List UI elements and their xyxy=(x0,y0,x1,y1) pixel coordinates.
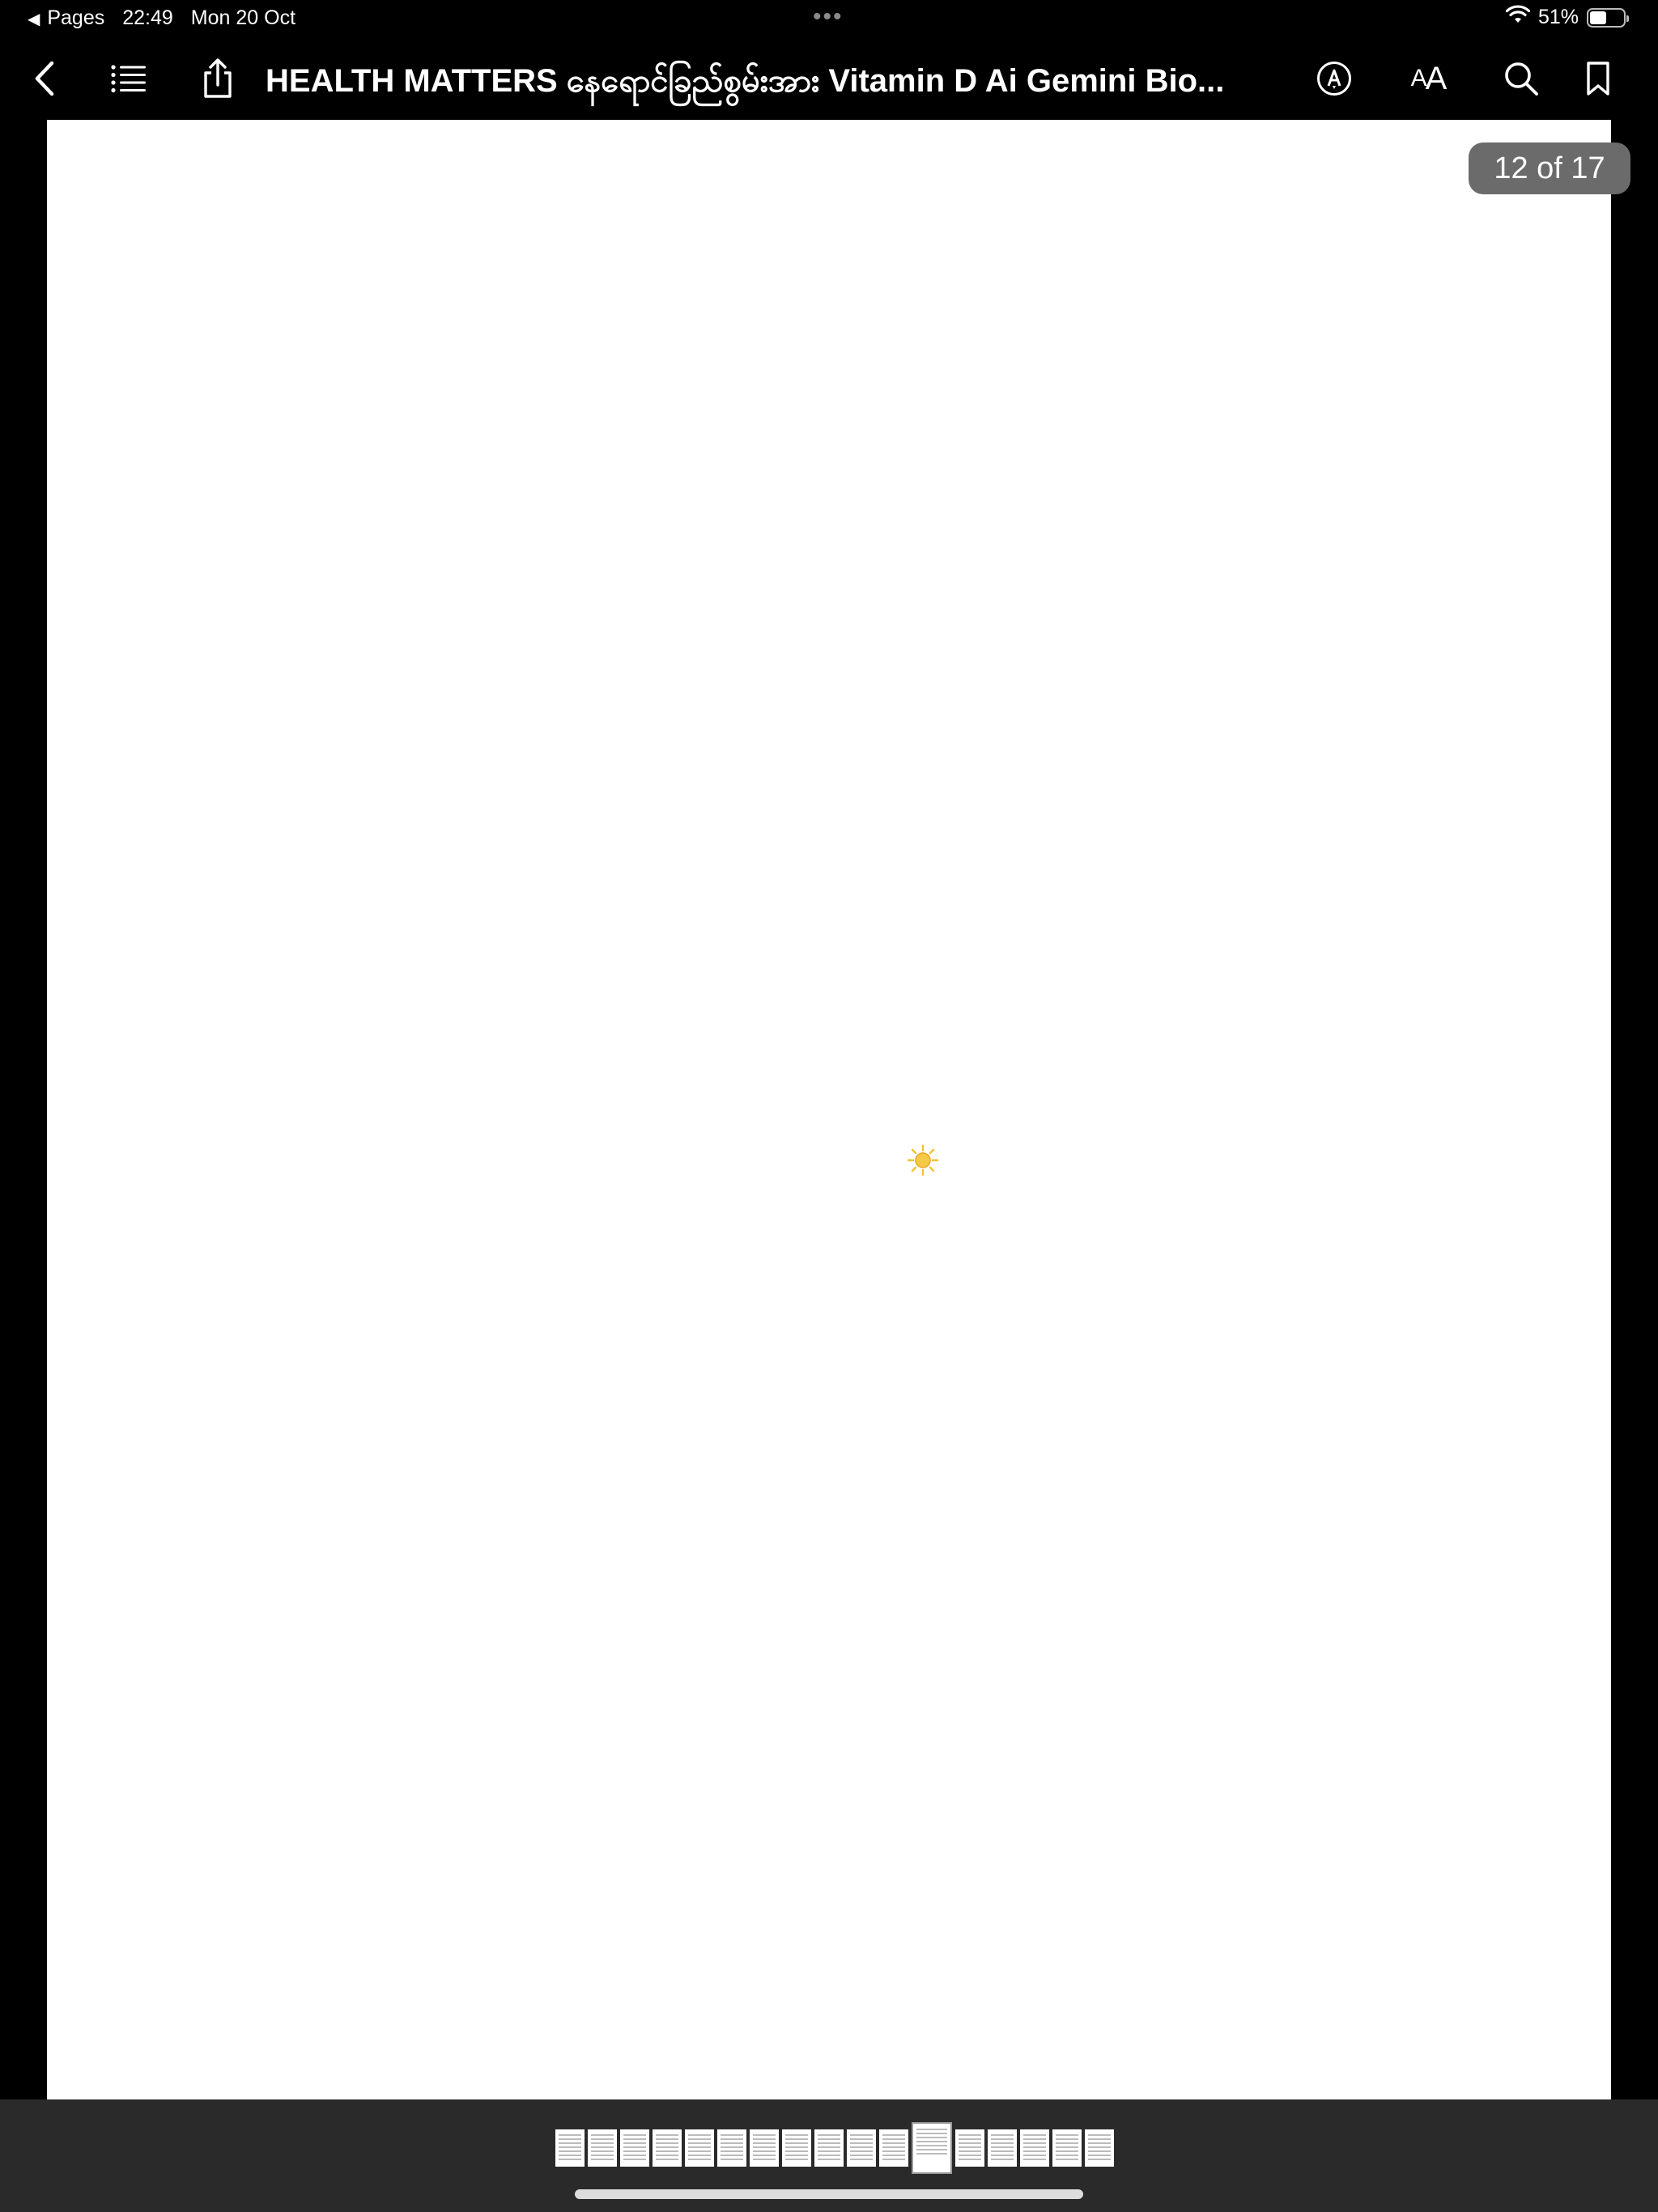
text: (internal clock), while the UV radiation content directly affects vitamin D synthesis and skin health. xyxy=(147,470,1377,532)
back-to-app[interactable] xyxy=(28,6,104,30)
page-thumbnail[interactable] xyxy=(782,2129,811,2167)
heading-text: 4. Interesting Historical and Modern Facts about Sun and Health xyxy=(147,1148,902,1178)
text: In the late 19th and early 20th centuries, doctors like xyxy=(445,1306,1031,1336)
thumbnail-lines xyxy=(850,2134,873,2160)
page-indicator: 12 of 17 xyxy=(1469,143,1630,194)
text: The impact of sunlight varies significantly by latitude due to differences in solar angle, atmospheric path length, and day length, which directly affect the amount of xyxy=(147,628,1456,690)
bold-text: insufficient sun exposure xyxy=(505,1622,793,1652)
bold-text: lower xyxy=(1004,1007,1069,1037)
bullet-high-risk-vitamin-d xyxy=(147,912,1475,1006)
thumbnail-lines xyxy=(1088,2134,1111,2160)
heading-text: 3. Sunlight Affect on Health by Global Region xyxy=(147,597,678,627)
home-indicator[interactable] xyxy=(575,2189,1083,2199)
page-thumbnail[interactable] xyxy=(955,2129,984,2167)
text: (who won the Nobel Prize in 1903) used "heliotherapy" (sunlight treatment) and artificial UV lamps to successfully treat xyxy=(301,1306,1455,1368)
battery-percent: 51% xyxy=(1537,6,1579,28)
heading-text: 2. Sun's Affect on Human Health by Time of Day xyxy=(147,439,713,469)
document-body xyxy=(147,280,1475,1747)
bullet-low-risk-vitamin-d xyxy=(147,817,1475,880)
markup-pen-icon xyxy=(1316,61,1352,96)
page-thumbnail[interactable] xyxy=(555,2129,585,2167)
text: (the "father of medicine") prescribed sunbaths for various maladies. xyxy=(708,1274,1452,1304)
text: • While decades of public health warnings have focused on the danger of UV exposure and skin cancer, modern research now indicates that xyxy=(147,1590,1456,1652)
markup-button[interactable] xyxy=(1315,55,1354,102)
bullet-tuberculosis xyxy=(147,1305,1475,1431)
latex-text: \text{D}_3 xyxy=(301,1528,412,1556)
bullet-lower-risk xyxy=(147,1006,1475,1133)
bold-text: Tuberculosis xyxy=(301,1369,448,1399)
wifi-icon xyxy=(1506,5,1530,30)
heading-section-4 xyxy=(147,1144,1475,1179)
page-thumbnail[interactable] xyxy=(588,2129,617,2167)
thumbnail-lines xyxy=(559,2134,581,2160)
battery-fill xyxy=(1590,11,1606,24)
list-icon xyxy=(110,62,147,95)
reader-toolbar xyxy=(0,42,1658,115)
text: Around 400 BC, xyxy=(375,1274,568,1304)
text: radiation reaching the skin—the type needed for Vitamin D synthesis. xyxy=(147,660,1473,721)
search-icon xyxy=(1503,60,1540,97)
thumbnail-lines xyxy=(959,2134,981,2160)
text: and other UV-related skin/eye damage (e.g., cataracts) are significant concerns due to persistently high levels of UV radiation (UV Index can be very high, e.g., up to 20). xyxy=(301,755,1367,816)
bullet-rickets xyxy=(147,1463,1475,1558)
text: , a bone-softening disease common in urban, sun-deprived children. This led to the discovery of xyxy=(301,1464,1390,1525)
share-icon xyxy=(202,58,234,99)
bullet: • xyxy=(147,344,164,374)
heading-section-3 xyxy=(147,596,1475,627)
bold-text: Vitamin D xyxy=(1061,1495,1181,1525)
bullet-high-risk-skin-cancer xyxy=(147,754,1475,817)
thumbnail-lines xyxy=(591,2134,614,2160)
bullet-modern-reassessment xyxy=(147,1558,1475,1589)
bookmark-icon xyxy=(1586,61,1610,96)
table-of-contents-button[interactable] xyxy=(108,55,149,102)
thumbnail-lines xyxy=(882,2134,905,2160)
thumbnail-lines xyxy=(818,2134,840,2160)
bold-text: • Modern Reassessment (Sunlight Deficiency): xyxy=(147,1559,682,1589)
page-thumbnail[interactable] xyxy=(1052,2129,1082,2167)
bullet-equatorial xyxy=(147,722,1475,754)
share-button[interactable] xyxy=(199,55,236,102)
bullet-discovery-vitamin-d xyxy=(147,1431,1475,1463)
text: has become a significant public health problem, potentially responsible for hundreds of thousands of deaths annually in the US and Europe through an increased incidence of other chronic diseases like cardiovascular disease, certain cancers, and multiple sclerosis. xyxy=(301,1622,1442,1715)
quality-text: At sunrise and sunset, the light has a warmer color because the atmosphere scatters the shorter-wavelength blue light more effectively than the longer-wavelength red and yellow light, leaving the transmitted light dominated by the red end of the spectrum. xyxy=(227,344,1475,437)
thumbnail-lines xyxy=(1056,2134,1078,2160)
document-title: HEALTH MATTERS နေရောင်ခြည်စွမ်းအား Vitamin D Ai Gemini Bio... xyxy=(266,63,1225,99)
text: infections, especially of the skin (lupus vulgaris), after it was discovered that sunlight could kill the tuberculosis bacteria. xyxy=(301,1369,1449,1431)
thumbnail-lines xyxy=(688,2134,711,2160)
multitasking-dots[interactable]: ••• xyxy=(813,3,844,30)
text: than near the equator, though sun exposure during summer still requires protection. The Southern Hemisphere, like Australia, can sometimes experience higher peak UV levels than similar Northern latitudes due to factors like the Earth's elliptical orbit (closer to the sun in January, which is summer in the Southern Hemisphere) and ozone depletion. xyxy=(301,1007,1460,1132)
blank-space xyxy=(147,1133,1475,1144)
text-size-small-label: A xyxy=(1410,65,1426,91)
thumbnail-lines xyxy=(1023,2134,1046,2160)
chevron-left-icon xyxy=(32,60,57,97)
quantity-text: The intensity of sunlight is highest at noon when the sun is highest in the sky and its rays travel the shortest distance through the atmosphere. xyxy=(227,281,1432,342)
back-triangle-icon: ◀ xyxy=(28,11,40,28)
text: is common, especially during winter months, because the sun's angle is too low for the atmosphere to transmit sufficient UVB to the ground. This deficiency is linked to an increased risk of various chronic diseases, including autoimmune disorders and certain cancers. xyxy=(301,912,1445,1006)
page-thumbnail[interactable] xyxy=(750,2129,779,2167)
bullet-heliotherapy xyxy=(147,1242,1475,1274)
text: The changing light spectrum acts as a crucial cue for the body's xyxy=(147,470,843,500)
back-app-label: Pages xyxy=(47,6,105,29)
bold-text: • Mood and Hormones: xyxy=(147,1716,419,1746)
thumbnail-lines xyxy=(721,2134,743,2160)
blank-space xyxy=(147,533,1475,596)
bold-text: • Lower Risk: xyxy=(147,1007,308,1037)
paragraph-circadian xyxy=(147,470,1475,533)
bold-text: • Northern and Southern Colder/Higher Latitude Hemispheres (Low UV Exposure): xyxy=(147,881,1122,911)
thumbnail-lines xyxy=(991,2134,1014,2160)
sun-icon xyxy=(907,1144,939,1176)
thumbnail-lines xyxy=(656,2134,678,2160)
page-thumbnail[interactable] xyxy=(988,2129,1017,2167)
bold-text: circadian rhythm xyxy=(842,470,1044,500)
text-size-button[interactable] xyxy=(1404,55,1452,102)
page-thumbnail[interactable] xyxy=(620,2129,649,2167)
bullet-northern-southern xyxy=(147,880,1475,912)
thumbnail-lines xyxy=(623,2134,646,2160)
page-thumbnail[interactable] xyxy=(847,2129,876,2167)
bold-text: • High Risk: Vitamin D deficiency xyxy=(147,912,539,942)
bold-text: • Equatorial Ring Areas (High UV Exposure): xyxy=(147,723,677,753)
search-button[interactable] xyxy=(1501,55,1541,102)
status-bar xyxy=(0,0,1658,37)
thumbnail-lines xyxy=(753,2134,776,2160)
bold-text: • Ancient Medicine: xyxy=(147,1274,376,1304)
bullet-ancient-medicine xyxy=(147,1274,1475,1305)
bold-text: • High Risk: Skin cancer xyxy=(147,755,433,785)
page-thumbnail[interactable] xyxy=(1020,2129,1049,2167)
thumbnail-lines xyxy=(785,2134,808,2160)
status-right xyxy=(1506,5,1626,30)
text: • In the early 20th century, sunlight exposure was discovered to prevent and treat xyxy=(147,1464,1031,1494)
back-button[interactable] xyxy=(24,55,65,102)
bold-text: Niels Ryberg Finsen xyxy=(1030,1306,1263,1336)
bold-text: • Historical Therapeutic Use (Heliotherapy): xyxy=(147,1243,661,1273)
status-date: Mon 20 Oct xyxy=(190,6,296,29)
bookmark-button[interactable] xyxy=(1582,55,1614,102)
text: is less common year-round, as there is ample opportunity for synthesis, though it can still occur due to excessive sun avoidance or covering up. xyxy=(301,818,1460,879)
bold-text: • Low Risk: Vitamin D deficiency xyxy=(147,818,534,848)
page-thumbnail[interactable] xyxy=(653,2129,682,2167)
bold-text: • Discovery of Vitamin D: xyxy=(147,1432,444,1462)
text: The understanding of sunlight's effect on human health has evolved from ancient recognition to modern molecular biology. xyxy=(147,1180,1388,1241)
page-thumbnail[interactable] xyxy=(685,2129,714,2167)
text: (specifically Vitamin xyxy=(1180,1495,1416,1525)
paragraph-quality xyxy=(147,343,1475,438)
quality-label: Quality: xyxy=(164,344,261,374)
bold-text: Ultraviolet B (UVB) xyxy=(616,660,849,690)
paragraph-latitude xyxy=(147,627,1475,722)
bold-text: Hippocrates xyxy=(567,1274,709,1304)
bullet-mood-hormones xyxy=(147,1716,1475,1747)
text: synthesis by UVB light on the skin). xyxy=(411,1527,814,1557)
heading-section-2 xyxy=(147,438,1475,470)
paragraph-quantity xyxy=(147,280,1475,343)
bold-text: • Tuberculosis Treatment: xyxy=(147,1306,446,1336)
status-left xyxy=(28,6,295,30)
bold-text: rickets xyxy=(1031,1464,1110,1494)
quantity-label: Quantity: xyxy=(147,281,261,311)
page-thumbnail[interactable] xyxy=(717,2129,746,2167)
page-thumbnail[interactable] xyxy=(879,2129,908,2167)
thumbnail-strip[interactable] xyxy=(555,2122,1114,2174)
page-thumbnail[interactable] xyxy=(814,2129,844,2167)
bullet-insufficient-sun xyxy=(147,1589,1475,1716)
thumbnail-lines xyxy=(916,2129,947,2155)
status-time: 22:49 xyxy=(122,6,173,29)
page-thumbnail[interactable] xyxy=(1085,2129,1114,2167)
text-size-big-label: A xyxy=(1425,60,1446,96)
page-thumbnail[interactable] xyxy=(912,2122,952,2174)
text: The risk of skin cancer from ambient sun exposure is generally xyxy=(307,1007,1005,1037)
battery-icon xyxy=(1587,8,1626,28)
paragraph-understanding xyxy=(147,1179,1475,1242)
